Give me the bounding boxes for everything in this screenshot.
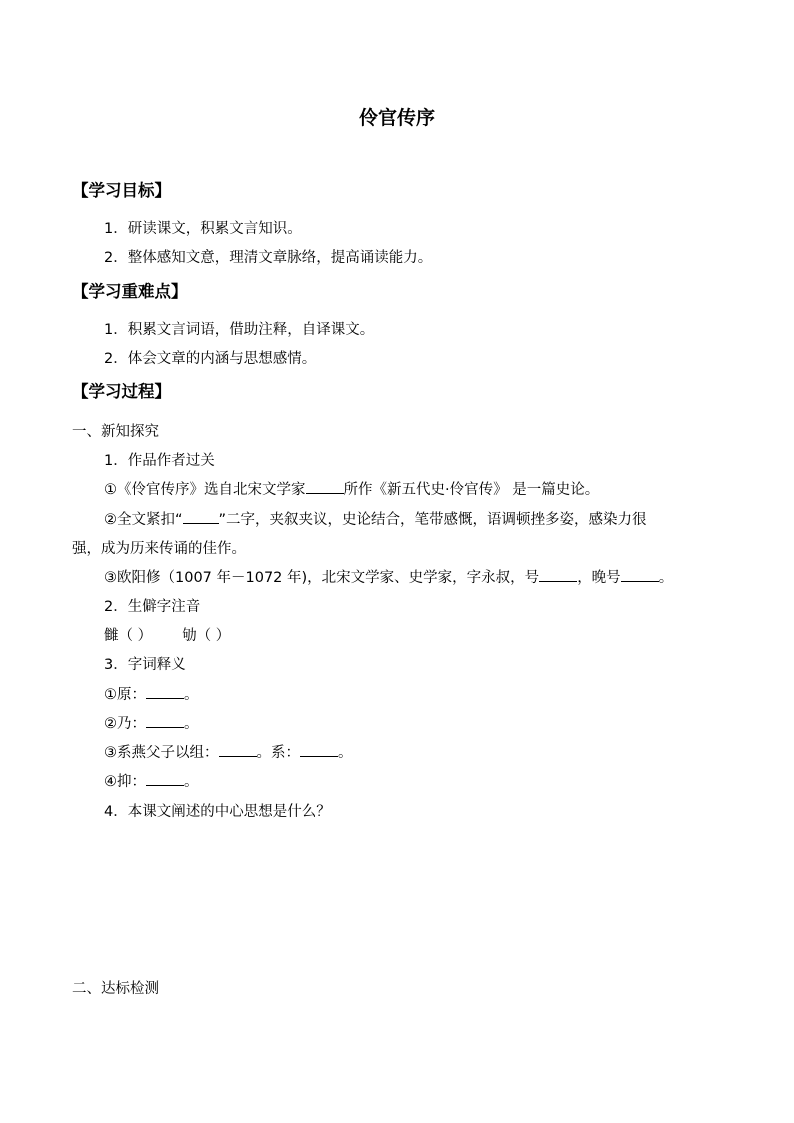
word-item-text: 。 [184, 774, 199, 790]
question-1b-text: ②全文紧扣“ [104, 512, 183, 528]
question-1c [104, 567, 673, 589]
answer-blank[interactable] [621, 567, 659, 582]
goal-item: 2．整体感知文意，理清文章脉络，提高诵读能力。 [104, 250, 433, 266]
section-heading-key-points: 【学习重难点】 [72, 282, 188, 301]
question-3-label: 3．字词释义 [104, 657, 186, 673]
question-1c-text: ③欧阳修（1007 年－1072 年)，北宋文学家、史学家，字永叔，号 [104, 570, 540, 586]
answer-blank[interactable] [146, 684, 184, 699]
question-1b [104, 509, 647, 531]
word-item-text: ②乃： [104, 716, 146, 732]
pinyin-item[interactable]: 雠（ ） [104, 628, 153, 644]
question-1c-text: 。 [658, 570, 674, 586]
question-1a [104, 479, 599, 501]
key-point-item: 1．积累文言词语，借助注释，自译课文。 [104, 322, 375, 338]
word-item [104, 713, 199, 735]
answer-blank[interactable] [306, 479, 344, 494]
goal-item: 1．研读课文，积累文言知识。 [104, 221, 302, 237]
question-1a-text: 所作《新五代史·伶官传》 是一篇史论。 [343, 482, 600, 498]
question-1b-text: ”二字，夹叙夹议，史论结合，笔带感慨，语调顿挫多姿，感染力很 [218, 512, 647, 528]
answer-blank[interactable] [219, 742, 257, 757]
word-item-text: ①原： [104, 687, 146, 703]
question-2-label: 2．生僻字注音 [104, 599, 201, 615]
word-item-text: 。系： [256, 745, 300, 761]
answer-blank[interactable] [146, 713, 184, 728]
word-item-text: ④抑： [104, 774, 146, 790]
question-1-label: 1．作品作者过关 [104, 453, 215, 469]
question-1c-text: ，晚号 [577, 570, 621, 586]
word-item [104, 771, 199, 793]
section-heading-process: 【学习过程】 [72, 382, 171, 401]
answer-blank[interactable] [146, 771, 184, 786]
question-1b-continuation: 强，成为历来传诵的佳作。 [72, 541, 246, 557]
question-1a-text: ①《伶官传序》选自北宋文学家 [104, 482, 306, 498]
pinyin-item[interactable]: 劬（ ） [182, 628, 231, 644]
part2-heading: 二、达标检测 [72, 981, 159, 997]
section-heading-goals: 【学习目标】 [72, 181, 171, 200]
key-point-item: 2．体会文章的内涵与思想感情。 [104, 351, 317, 367]
word-item-text: 。 [184, 687, 199, 703]
answer-blank[interactable] [539, 567, 577, 582]
word-item [104, 742, 353, 764]
question-2-chars [104, 625, 230, 647]
page-title: 伶官传序 [358, 107, 435, 129]
word-item-text: ③系燕父子以组： [104, 745, 219, 761]
answer-blank[interactable] [183, 509, 219, 524]
word-item [104, 684, 199, 706]
word-item-text: 。 [338, 745, 353, 761]
part1-heading: 一、新知探究 [72, 424, 159, 440]
question-4-label: 4．本课文阐述的中心思想是什么？ [104, 804, 331, 820]
answer-blank[interactable] [300, 742, 338, 757]
word-item-text: 。 [184, 716, 199, 732]
